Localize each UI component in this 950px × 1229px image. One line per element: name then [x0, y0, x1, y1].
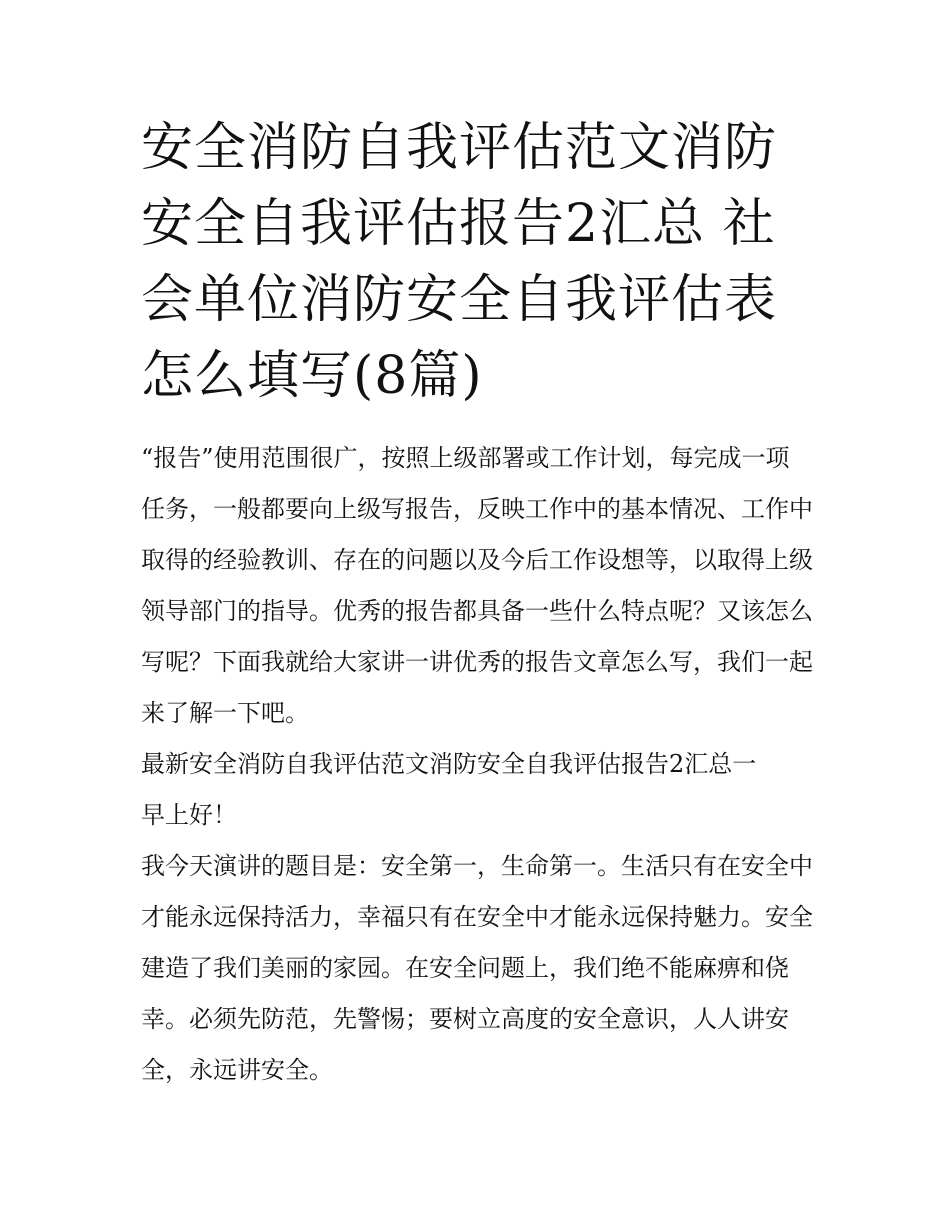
greeting-paragraph: 早上好！ — [141, 801, 237, 829]
intro-paragraph: “报告”使用范围很广，按照上级部署或工作计划，每完成一项任务，一般都要向上级写报告，反映工作中的基本情况、工作中取得的经验教训、存在的问题以及今后工作设想等，以取得上级领导部门的指导。优秀的报告都具备一些什么特点呢？又该怎么写呢？下面我就给大家讲一讲优秀的报告文章怎么写，我们一起来了解一下吧。 — [141, 444, 813, 727]
speech-paragraph: 我今天演讲的题目是：安全第一，生命第一。生活只有在安全中才能永远保持活力，幸福只有在安全中才能永远保持魅力。安全建造了我们美丽的家园。在安全问题上，我们绝不能麻痹和侥幸。必须先防范，先警惕；要树立高度的安全意识，人人讲安全，永远讲安全。 — [141, 852, 813, 1084]
document-title: 安全消防自我评估范文消防安全自我评估报告2汇总 社会单位消防安全自我评估表怎么填写(8篇) — [141, 118, 778, 406]
document-body — [141, 433, 813, 1096]
section-heading: 最新安全消防自我评估范文消防安全自我评估报告2汇总一 — [141, 750, 757, 778]
